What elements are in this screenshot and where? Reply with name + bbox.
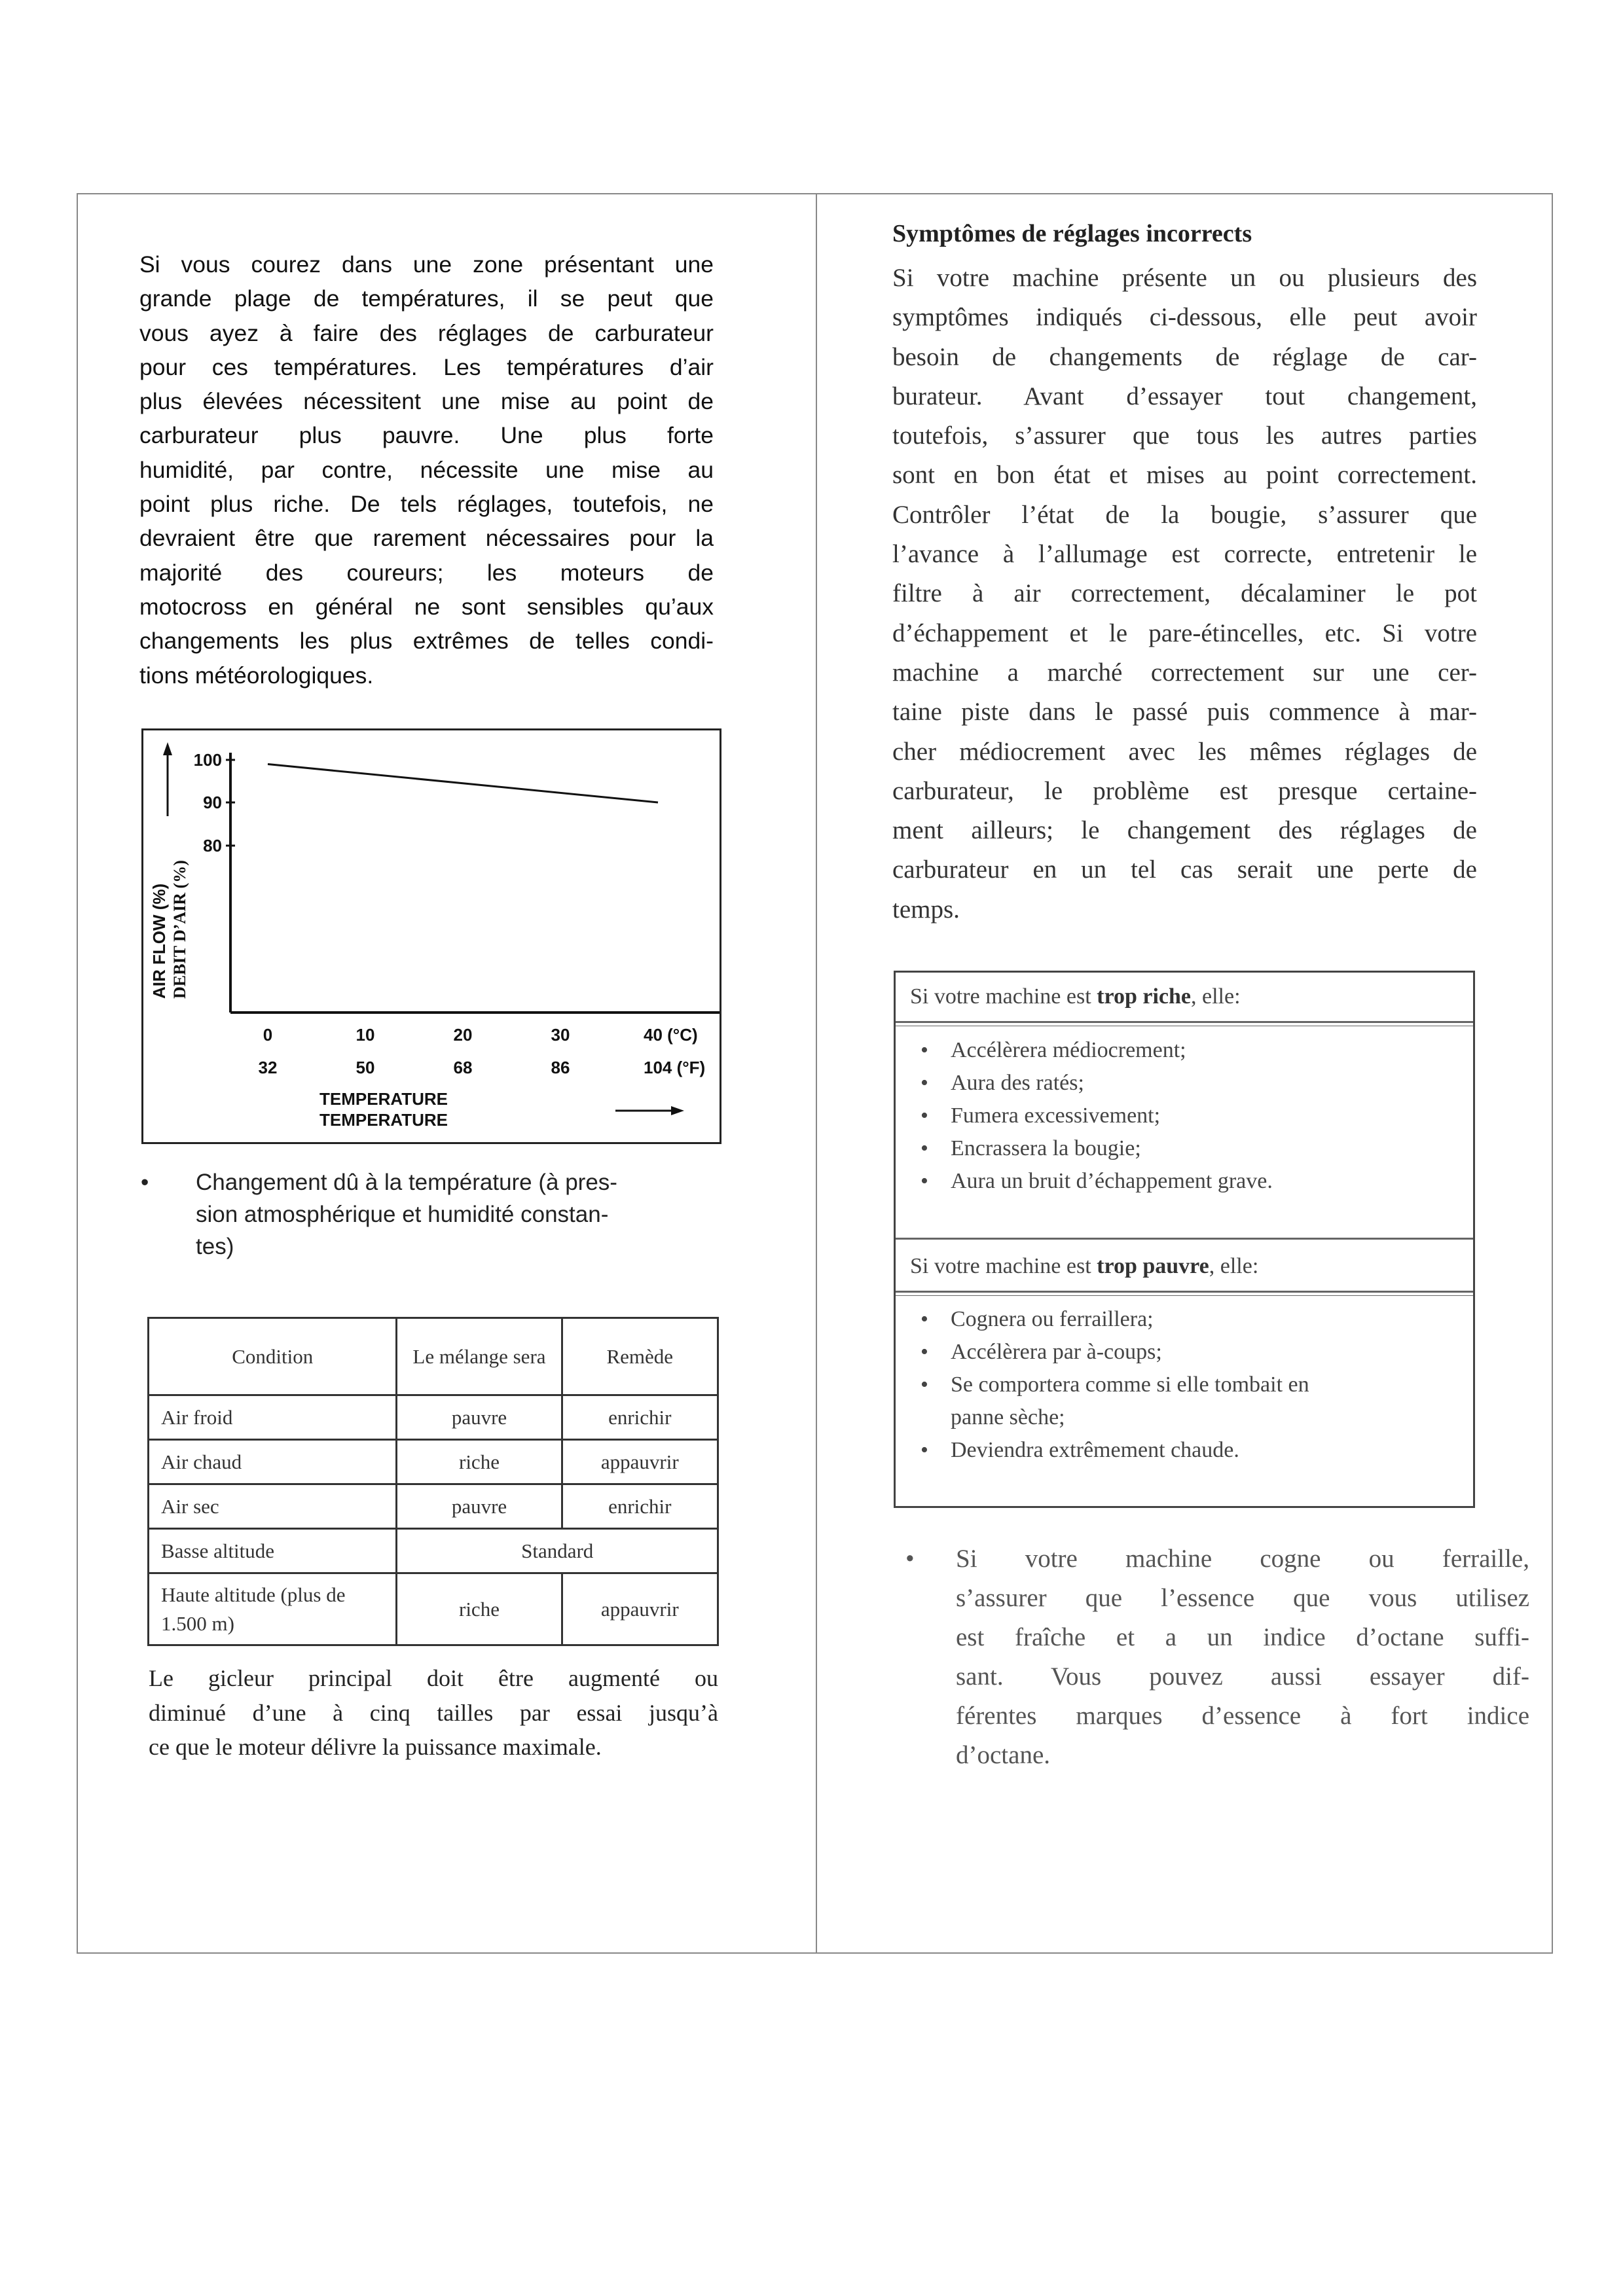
text-line: symptômes indiqués ci-dessous, elle peut avoir	[892, 303, 1477, 332]
text-line: sant. Vous pouvez aussi essayer dif-	[956, 1662, 1529, 1691]
list-item	[921, 1067, 1273, 1100]
bullet-icon: •	[921, 1071, 928, 1095]
left-intro-paragraph	[139, 247, 714, 692]
caption-line: sion atmosphérique et humidité constan-	[196, 1202, 609, 1227]
table-cell: Haute altitude (plus de 1.500 m)	[149, 1573, 397, 1645]
text-line: Si votre machine présente un ou plusieurs des	[892, 264, 1477, 292]
list-item-text: Accélèrera médiocrement;	[951, 1038, 1186, 1062]
text-line: besoin de changements de réglage de car-	[892, 342, 1477, 371]
list-item	[921, 1132, 1273, 1165]
caption-line: Changement dû à la température (à pres-	[196, 1170, 617, 1195]
table-cell: Air sec	[149, 1484, 397, 1529]
table-cell: riche	[397, 1440, 562, 1484]
table-cell: riche	[397, 1573, 562, 1645]
list-item-text: Aura un bruit d’échappement grave.	[951, 1169, 1273, 1193]
divider	[896, 1238, 1473, 1240]
bullet-icon: •	[921, 1038, 928, 1062]
text-line: sont en bon état et mises au point correctement.	[892, 461, 1477, 490]
table-row	[149, 1529, 718, 1573]
text-line: carburateur en un tel cas serait une perte de	[892, 855, 1477, 884]
text-line: changements les plus extrêmes de telles condi-	[139, 628, 714, 655]
series-line	[268, 764, 658, 803]
x-tick-label: 104 (°F)	[644, 1058, 706, 1077]
bullet-icon: •	[921, 1169, 928, 1193]
text-line: Contrôler l’état de la bougie, s’assurer que	[892, 500, 1477, 529]
x-tick-label: 0	[263, 1025, 273, 1045]
text-line: plus élevées nécessitent une mise au point de	[139, 388, 714, 415]
x-tick-label: 20	[453, 1025, 473, 1045]
text-line: s’assurer que l’essence que vous utilisez	[956, 1584, 1529, 1612]
list-item-text: Encrassera la bougie;	[951, 1136, 1141, 1160]
symptoms-intro-paragraph	[892, 259, 1477, 929]
bullet-icon: •	[921, 1438, 928, 1462]
airflow-temperature-chart	[141, 728, 721, 1144]
table-cell: Air chaud	[149, 1440, 397, 1484]
text-line: filtre à air correctement, décalaminer le pot	[892, 579, 1477, 608]
y-tick-label: 100	[193, 750, 222, 770]
table-header-row	[149, 1318, 718, 1395]
text-line: carburateur plus pauvre. Une plus forte	[139, 422, 714, 449]
table-cell: appauvrir	[562, 1573, 718, 1645]
text-line: majorité des coureurs; les moteurs de	[139, 559, 714, 586]
list-item	[921, 1100, 1273, 1132]
x-axis-label: TEMPERATURE	[319, 1089, 448, 1109]
bullet-icon: •	[921, 1307, 928, 1331]
symptoms-box	[894, 971, 1475, 1508]
list-item-text: Aura des ratés;	[951, 1071, 1084, 1095]
text-line: cher médiocrement avec les mêmes réglages de	[892, 737, 1477, 766]
condition-table	[147, 1317, 719, 1646]
text-line: est fraîche et a un indice d’octane suffi-	[956, 1623, 1529, 1651]
text-line: tions météorologiques.	[139, 662, 374, 689]
text-line: point plus riche. De tels réglages, toutefois, ne	[139, 491, 714, 518]
text-line: Si vous courez dans une zone présentant une	[139, 251, 714, 278]
table-row	[149, 1440, 718, 1484]
section-heading: Symptômes de réglages incorrects	[892, 220, 1252, 247]
rich-symptom-list	[921, 1034, 1273, 1198]
divider	[896, 1295, 1473, 1296]
table-cell: pauvre	[397, 1484, 562, 1529]
x-tick-label: 32	[258, 1058, 278, 1077]
lean-heading: Si votre machine est trop pauvre, elle:	[910, 1254, 1259, 1278]
text-line: motocross en général ne sont sensibles qu’aux	[139, 593, 714, 620]
x-tick-label: 10	[356, 1025, 375, 1045]
table-row	[149, 1395, 718, 1440]
text-line: d’échappement et le pare-étincelles, etc. Si votre	[892, 619, 1477, 647]
y-tick-label: 80	[203, 836, 222, 855]
text-line: humidité, par contre, nécessite une mise au	[139, 456, 714, 483]
text-line: burateur. Avant d’essayer tout changement,	[892, 382, 1477, 410]
text-line: devraient être que rarement nécessaires pour la	[139, 525, 714, 552]
x-tick-label: 40 (°C)	[644, 1025, 698, 1045]
table-header-cell: Le mélange sera	[397, 1318, 562, 1395]
x-axis-label: TEMPERATURE	[319, 1110, 448, 1130]
x-tick-label: 50	[356, 1058, 375, 1077]
jet-size-note	[149, 1661, 718, 1765]
list-item-text: Deviendra extrêmement chaude.	[951, 1438, 1239, 1462]
list-item-text: Cognera ou ferraillera;	[951, 1307, 1154, 1331]
bullet-icon: •	[905, 1545, 915, 1573]
bullet-icon: •	[921, 1136, 928, 1160]
text-line: d’octane.	[956, 1741, 1051, 1769]
table-row	[149, 1573, 718, 1645]
knock-advice-text	[956, 1539, 1529, 1775]
table-cell: appauvrir	[562, 1440, 718, 1484]
divider	[896, 1021, 1473, 1023]
x-tick-label: 86	[551, 1058, 570, 1077]
list-item-text: Accélèrera par à-coups;	[951, 1340, 1162, 1364]
y-axis-label: AIR FLOW (%)	[149, 883, 169, 999]
x-arrow-head	[671, 1106, 684, 1115]
text-line: Le gicleur principal doit être augmenté ou	[149, 1665, 718, 1691]
list-item	[921, 1303, 1313, 1336]
bullet-icon: •	[921, 1372, 928, 1397]
text-line: toutefois, s’assurer que tous les autres parties	[892, 422, 1477, 450]
bullet-icon: •	[921, 1340, 928, 1364]
text-line: l’avance à l’allumage est correcte, entretenir le	[892, 540, 1477, 569]
table-header-cell: Remède	[562, 1318, 718, 1395]
divider	[896, 1291, 1473, 1293]
text-line: férentes marques d’essence à fort indice	[956, 1702, 1529, 1730]
text-line: pour ces températures. Les températures d’air	[139, 353, 714, 380]
table-cell: Basse altitude	[149, 1529, 397, 1573]
text-line: grande plage de températures, il se peut que	[139, 285, 714, 312]
table-cell: enrichir	[562, 1395, 718, 1440]
table-header-cell: Condition	[149, 1318, 397, 1395]
lean-symptom-list	[921, 1303, 1313, 1467]
table-row	[149, 1484, 718, 1529]
text-line: carburateur, le problème est presque certaine-	[892, 776, 1477, 805]
caption-line: tes)	[196, 1234, 234, 1259]
text-line: diminué d’une à cinq tailles par essai jusqu’à	[149, 1699, 718, 1726]
text-line: vous ayez à faire des réglages de carburateur	[139, 319, 714, 346]
x-tick-label: 30	[551, 1025, 570, 1045]
text-line: ment ailleurs; le changement des réglages de	[892, 816, 1477, 845]
y-axis-label: DEBIT D’AIR (%)	[170, 860, 189, 999]
list-item	[921, 1369, 1313, 1434]
list-item-text: Fumera excessivement;	[951, 1103, 1161, 1128]
y-tick-label: 90	[203, 793, 222, 812]
list-item	[921, 1165, 1273, 1198]
bullet-icon: •	[921, 1103, 928, 1128]
text-line: temps.	[892, 895, 960, 924]
table-cell: pauvre	[397, 1395, 562, 1440]
table-cell: enrichir	[562, 1484, 718, 1529]
table-cell: Standard	[397, 1529, 718, 1573]
bullet-icon: •	[141, 1170, 149, 1195]
text-line: ce que le moteur délivre la puissance maximale.	[149, 1734, 602, 1760]
list-item	[921, 1034, 1273, 1067]
rich-heading: Si votre machine est trop riche, elle:	[910, 984, 1241, 1009]
text-line: Si votre machine cogne ou ferraille,	[956, 1545, 1529, 1573]
list-item-text: Se comportera comme si elle tombait en panne sèche;	[951, 1372, 1309, 1429]
text-line: taine piste dans le passé puis commence à mar-	[892, 698, 1477, 726]
list-item	[921, 1434, 1313, 1467]
y-arrow-head	[163, 742, 172, 755]
x-tick-label: 68	[453, 1058, 473, 1077]
list-item	[921, 1336, 1313, 1369]
column-divider	[816, 193, 817, 1954]
chart-canvas	[143, 730, 720, 1142]
text-line: machine a marché correctement sur une cer-	[892, 658, 1477, 687]
table-cell: Air froid	[149, 1395, 397, 1440]
chart-caption-text	[196, 1166, 717, 1263]
